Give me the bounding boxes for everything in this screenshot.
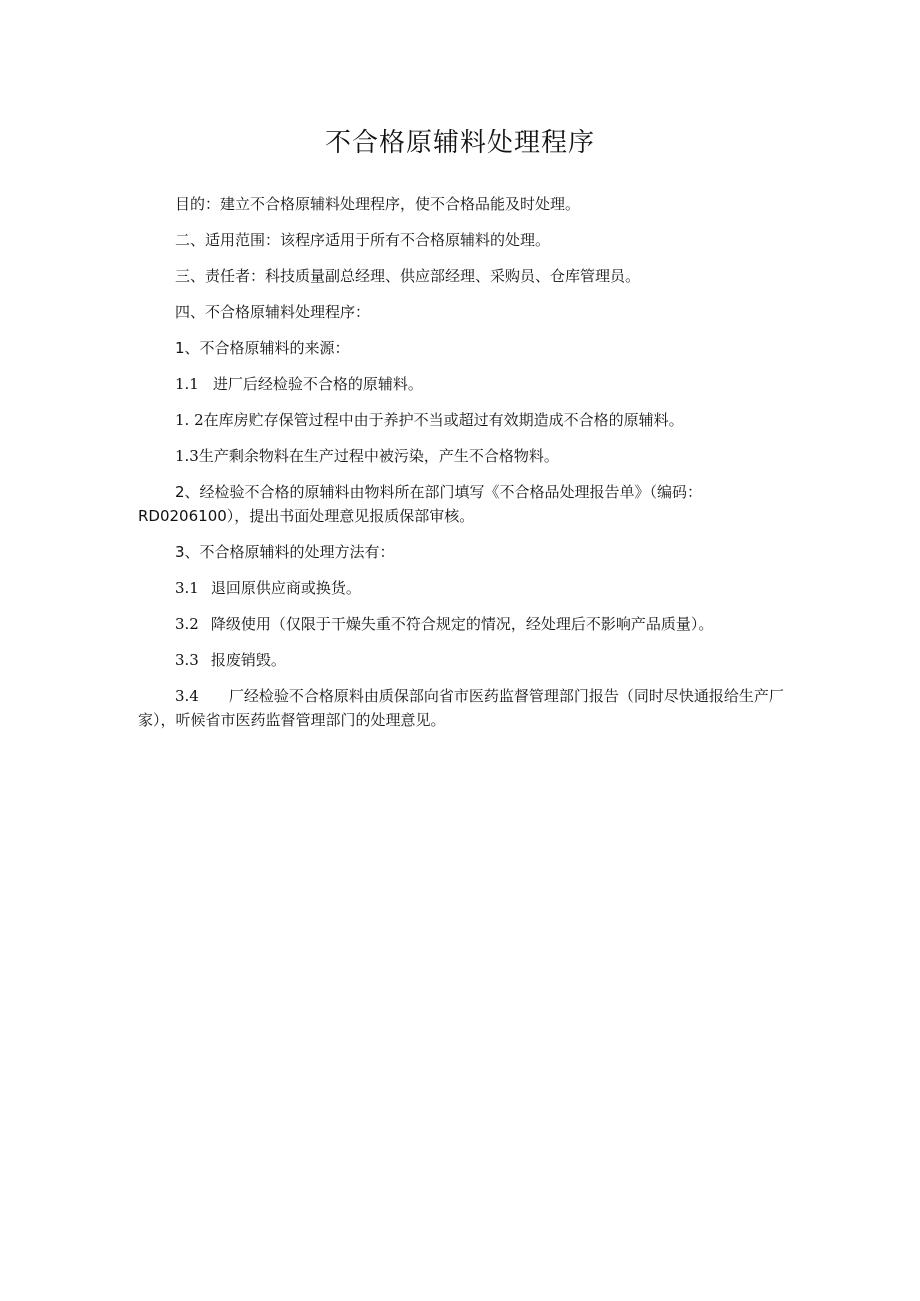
item-text: 降级使用（仅限于干燥失重不符合规定的情况，经处理后不影响产品质量）。 bbox=[210, 615, 714, 633]
paragraph-item-3-3 bbox=[138, 648, 798, 672]
paragraph-report: 2、经检验不合格的原辅料由物料所在部门填写《不合格品处理报告单》（编码：RD0206100），提出书面处理意见报质保部审核。 bbox=[138, 483, 703, 525]
item-number: 3.4 bbox=[175, 687, 199, 705]
paragraph-item-1-1 bbox=[138, 372, 798, 396]
paragraph-scope: 二、适用范围：该程序适用于所有不合格原辅料的处理。 bbox=[175, 231, 551, 249]
document-title: 不合格原辅料处理程序 bbox=[324, 128, 595, 158]
item-number: 1.3 bbox=[175, 447, 199, 465]
item-text: 退回原供应商或换货。 bbox=[210, 579, 361, 597]
item-number: 3.2 bbox=[175, 615, 199, 633]
item-number: 3.3 bbox=[175, 651, 199, 669]
paragraph-item-3-1 bbox=[138, 576, 798, 600]
item-text: 厂经检验不合格原料由质保部向省市医药监督管理部门报告（同时尽快通报给生产厂家），听候省市医药监督管理部门的处理意见。 bbox=[138, 687, 784, 729]
document-body bbox=[138, 192, 798, 732]
item-text: 进厂后经检验不合格的原辅料。 bbox=[212, 375, 423, 393]
item-number: 1.1 bbox=[175, 375, 199, 393]
item-text: 在库房贮存保管过程中由于养护不当或超过有效期造成不合格的原辅料。 bbox=[203, 411, 684, 429]
paragraph-methods-heading: 3、不合格原辅料的处理方法有： bbox=[175, 543, 395, 561]
paragraph-item-1-3 bbox=[138, 444, 798, 468]
paragraph-procedure-heading: 四、不合格原辅料处理程序： bbox=[175, 303, 371, 321]
paragraph-responsible: 三、责任者：科技质量副总经理、供应部经理、采购员、仓库管理员。 bbox=[175, 267, 641, 285]
item-number: 3.1 bbox=[175, 579, 199, 597]
paragraph-item-3-2 bbox=[138, 612, 798, 636]
paragraph-source-heading: 1、不合格原辅料的来源： bbox=[175, 339, 350, 357]
paragraph-purpose: 目的：建立不合格原辅料处理程序，使不合格品能及时处理。 bbox=[175, 195, 581, 213]
item-number: 1. 2 bbox=[175, 411, 204, 429]
item-text: 生产剩余物料在生产过程中被污染，产生不合格物料。 bbox=[198, 447, 559, 465]
paragraph-item-3-4 bbox=[138, 684, 798, 732]
item-text: 报废销毁。 bbox=[210, 651, 286, 669]
paragraph-item-1-2 bbox=[138, 408, 798, 432]
